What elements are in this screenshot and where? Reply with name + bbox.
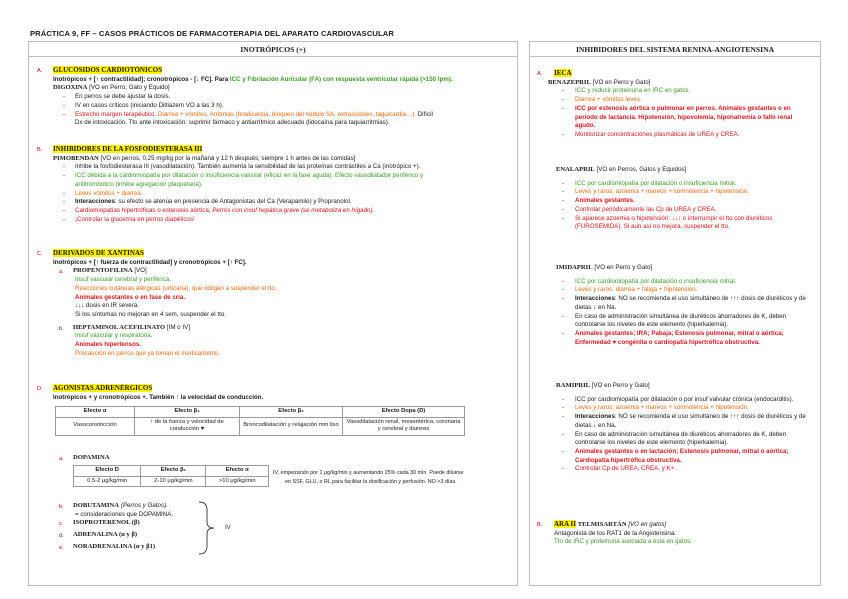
right-brace-icon <box>197 500 219 556</box>
table-header: Efecto β₁ <box>141 466 206 477</box>
bullet-text: En caso de administración simultánea de diuréticos ahorradores de K, deben controlarse los niveles de este elemento (hiperkalemia). <box>575 312 787 329</box>
section-title: INHIBIDORES DE LA FOSFODIESTERASA III <box>53 145 203 153</box>
table-header: Efecto α <box>206 466 269 477</box>
bullet-text: Dx de intoxicación. Tto ante intoxicación: suprimir fármaco y antiarrítmico adecuado (lidocaína para taquiarritmias). <box>75 119 390 127</box>
section-letter: B. <box>537 522 543 528</box>
table-header: Efecto D <box>74 466 141 477</box>
table-cell: 0,5-2 μg/kg/min <box>74 476 141 487</box>
bullet-text: ICC debida a la cardiomiopatía por dilatación o insuficiencia valvular (eficaz en la fase aguda). Efecto vasodilatador periférico y <box>75 172 424 180</box>
bullet: - <box>562 330 564 337</box>
intro-text: Inotrópicos + [↑ fuerza de contractilidad] y cronotrópicos + [↑ FC]. <box>53 258 247 266</box>
bullet: - <box>63 207 65 214</box>
bullet: - <box>562 189 564 196</box>
subsection-letter: d. <box>59 533 64 540</box>
bullet: - <box>63 190 65 197</box>
drug-name: ADRENALINA (α y β) <box>73 531 138 539</box>
table-cell: ↑ de la fuerza y velocidad de conducción ♥ <box>135 417 240 435</box>
drug-name: DOBUTAMINA <box>73 502 120 509</box>
bullet-text: Cardiomiopatías hipertróficas o estenosis aórtica; <box>75 206 213 214</box>
dopamina-block <box>29 454 517 463</box>
drug-note: [VO en Perro y Gato] <box>590 382 650 389</box>
table-header-row <box>56 407 465 418</box>
section-letter: A. <box>37 68 43 74</box>
table-cell: Broncodilatación y relajación mm liso <box>240 417 343 435</box>
drug-name: RAMIPRIL <box>556 382 591 389</box>
section-title: DERIVADOS DE XANTINAS <box>53 249 144 257</box>
subsection-letter: a. <box>59 456 64 462</box>
table-cell: Vasoconstricción <box>56 417 135 435</box>
bullet: - <box>562 313 564 320</box>
catecholamines-list <box>29 502 517 552</box>
drug-name: ISOPROTERENOL (β) <box>73 519 140 527</box>
bullet: - <box>562 414 564 421</box>
bullet-text: : su efecto se atenúa en presencia de Antagonistas del Ca (Verapamilo) y Propranolol. <box>114 198 352 206</box>
bullet: - <box>63 164 65 171</box>
brace-label: IV <box>225 525 231 531</box>
table-cell: >10 μg/kg/min <box>206 476 269 487</box>
dopamina-note <box>273 469 464 487</box>
ras-heading: INHIBIDORES DEL SISTEMA RENINA-ANGIOTENSINA <box>530 42 820 57</box>
section-letter: C. <box>37 251 43 257</box>
bullet-text: : NO se recomienda el uso simultáneo de ↑↑↑ dosis de diuréticos y de dietas ↓ en Na. <box>575 295 806 311</box>
bullet-text: : NO se recomienda el uso simultáneo de ↑↑↑ dosis de diuréticos y de dietas ↓ en Na. <box>575 413 806 429</box>
inotropicos-panel <box>28 41 518 586</box>
bullet: - <box>562 105 564 112</box>
ara-ii-section <box>530 520 820 547</box>
bullet-text: En perros se debe ajustar la dosis. <box>75 93 171 101</box>
section-letter: D. <box>37 386 43 392</box>
bullet-text: Diarrea + vómitos. Arritmias (bradicardia, bloqueo del nódulo SA, extrasístoles, taquicardia…). <box>157 110 418 118</box>
drug-note: [VO] <box>132 267 147 275</box>
bullet: - <box>63 199 65 206</box>
bullet-text: Perros con insuf hepática grave (se metaboliza en hígado). <box>212 206 375 214</box>
drug-name: NORADRENALINA (α y β1) <box>73 542 156 550</box>
drug-note: [VO en Perro, Gato y Équido] <box>87 84 170 92</box>
bullet: - <box>63 111 65 118</box>
bullet-text: Leves y raros: diarrea + fatiga + hipotensión. <box>575 286 698 294</box>
section-title: GLUCÓSIDOS CARDIOTÓNICOS <box>53 66 163 74</box>
drug-note: [VO en Perro y Gato] <box>590 78 651 86</box>
bullet-text: antitrombótico (inhibe agregación plaquetaria). <box>75 180 203 188</box>
bullet-text: Animales gestantes o en lactación; Estenosis pulmonar, mitral o aórtica; Cardiopatía hipertrófica obstructiva. <box>575 447 789 464</box>
table-header: Efecto α <box>56 407 135 418</box>
bullet: - <box>562 206 564 213</box>
table-row <box>56 417 465 435</box>
section-fosfodiesterasa <box>29 145 517 224</box>
bullet-text: Leves vómitos + diarrea. <box>75 189 143 197</box>
table-row <box>74 476 269 487</box>
drug-note: (Perros y Gatos). <box>119 502 168 509</box>
subsection-letter: b. <box>59 325 64 332</box>
drug-note: [VO en Perro y Gato] <box>592 264 653 271</box>
bullet-text: Animales gestantes. <box>575 197 635 205</box>
indication-text: ICC y Fibrilación Auricular (FA) con respuesta ventricular rápida (>150 lpm). <box>229 75 453 83</box>
adrenergic-effects-table <box>55 406 465 436</box>
bullet: - <box>63 216 65 223</box>
drug-name: HEPTAMINOL ACEFILINATO <box>73 323 166 331</box>
bullet-text: Interacciones <box>575 413 615 421</box>
drug-name: ENALAPRIL <box>556 166 595 173</box>
bullet: - <box>562 215 564 222</box>
bullet-text: En caso de administración simultánea de diuréticos ahorradores de K, deben controlarse los niveles de este elemento (hiperkalemia). <box>575 430 787 447</box>
enalapril-section <box>530 166 820 232</box>
drug-name: IMIDAPRIL <box>556 264 593 271</box>
section-glucosidos <box>29 66 517 128</box>
bullet: - <box>562 180 564 187</box>
bullet-text: Interacciones <box>575 295 615 303</box>
table-header: Efecto β₂ <box>240 407 343 418</box>
bullet-text: Animales hipertensos. <box>75 341 142 349</box>
section-adrenergicos <box>29 384 517 402</box>
bullet-text: Difícil <box>417 110 433 118</box>
bullet: - <box>562 131 564 138</box>
ieca-section <box>530 69 820 140</box>
bullet: - <box>562 198 564 205</box>
drug-name: TELMISARTÁN <box>577 521 627 528</box>
subsection-letter: e. <box>59 544 64 551</box>
bullet-text: ↓↓↓ dosis en IR severa. <box>75 302 139 310</box>
bullet: - <box>63 94 65 101</box>
section-letter: B. <box>37 147 43 153</box>
bullet: - <box>562 97 564 104</box>
bullet-text: Reacciones cutáneas alérgicas (urticaria), que obligan a suspender el tto. <box>75 284 277 292</box>
bullet: - <box>562 448 564 455</box>
drug-note: [VO en gatos] <box>626 521 667 528</box>
section-title: AGONISTAS ADRENÉRGICOS <box>53 384 153 392</box>
drug-note: [IM o IV] <box>165 323 190 331</box>
drug-name: PIMOBENDÁN <box>53 154 99 162</box>
bullet-text: ICC y reducir proteinuria en IRC en gatos. <box>575 87 691 95</box>
bullet-text: Monitorizar concentraciones plasmáticas de UREA y CREA. <box>575 130 740 138</box>
bullet: - <box>63 102 65 109</box>
section-letter: A. <box>537 71 543 77</box>
table-cell: Vasodilatación renal, mesentérica, coronaria y cerebral y diuresis <box>343 417 465 435</box>
imidapril-section <box>530 264 820 347</box>
bullet-text: Leves y raros: azoemia + mareos + somnolencia + hipotensión. <box>575 404 749 412</box>
bullet: - <box>562 278 564 285</box>
renina-angiotensina-panel <box>529 41 821 586</box>
intro-text: Inotrópicos + [↑ contractilidad]; cronotrópicos - [↓ FC]. Para <box>53 75 230 83</box>
inotropicos-heading: INOTRÓPICOS (+) <box>29 42 517 57</box>
bullet-text: ICC por cardiomiopatía por dilatación o por insuf valvular crónica (endocarditis). <box>575 395 794 403</box>
section-xantinas <box>29 249 517 358</box>
table-cell: 2-10 μg/kg/min <box>141 476 206 487</box>
bullet: - <box>562 88 564 95</box>
bullet-text: IV en casos críticos (iniciando Diltiazem VO a las 3 h). <box>75 101 224 109</box>
bullet: - <box>63 173 65 180</box>
bullet-text: Insuf vascular cerebral y periférica. <box>75 276 171 284</box>
section-title: IECA <box>554 69 572 77</box>
bullet-text: ICC por estenosis aórtica o pulmonar en perros. Animales gestantes o en período de lactancia. Hipotensión, hipovolemia, hiponatremia o fallo renal agudo. <box>575 104 793 130</box>
subsection-letter: b. <box>59 504 64 510</box>
bullet-text: Si aparece azoemia o hipotensión: ↓↓↓ o interrumpir el tto con diuréticos (FUROSEMIDA). Si aun así no mejora, suspender el tto. <box>575 214 773 231</box>
bullet-text: = consideraciones que DOPAMINA. <box>75 510 174 518</box>
intro-text: Inotrópicos + y cronotrópicos +. También ↑ la velocidad de conducción. <box>53 393 264 401</box>
bullet-text: Tto de IRC y proteinuria asociada a ésta en gatos. <box>554 538 692 546</box>
drug-name: BENAZEPRIL <box>548 78 591 86</box>
bullet: - <box>562 287 564 294</box>
bullet-text: Interacciones <box>75 198 115 206</box>
page-title: PRÁCTICA 9, FF – CASOS PRÁCTICOS DE FARMACOTERAPIA DEL APARATO CARDIOVASCULAR <box>30 29 394 38</box>
bullet: - <box>562 296 564 303</box>
drug-note: [VO en perros, 0,25 mg/kg por la mañana y 12 h después; siempre 1 h antes de las comidas] <box>98 154 356 162</box>
bullet-text: Estrecho margen terapéutico. <box>75 110 158 118</box>
drug-name: DOPAMINA <box>73 454 110 461</box>
dopamina-table <box>73 465 269 487</box>
drug-name: PROPENTOFILINA <box>73 267 133 275</box>
bullet-text: Inhibe la fosfodiesterasa III (vasodilatación). También aumenta la sensibilidad de las proteínas contráctiles a Ca (inotrópico +). <box>75 163 421 171</box>
note-line: en SSF, GLU, o RL para facilitar la dosificación y perfusión. NO >3 días. <box>285 479 457 485</box>
drug-note: [VO en Perros, Gatos y Équidos] <box>594 166 687 173</box>
bullet-text: Precaución en perros que ya toman el medicamento. <box>75 349 221 357</box>
table-header-row <box>74 466 269 477</box>
table-header: Efecto β₁ <box>135 407 240 418</box>
drug-name: DIGOXINA <box>53 84 88 92</box>
bullet: - <box>562 431 564 438</box>
ramipril-section <box>530 382 820 474</box>
note-line: IV, empezando por 1 μg/kg/min y aumentando 25% cada 30 min. Puede diluirse <box>273 470 464 476</box>
bullet: - <box>562 466 564 473</box>
section-title: ARA II <box>554 520 576 528</box>
bullet-text: ¡Controlar la glucemia en perros diabéticos! <box>75 215 195 223</box>
bullet: - <box>562 396 564 403</box>
bullet-text: Antagonista de los RAT1 de la Angiotensina. <box>554 529 676 537</box>
table-header: Efecto Dopa (D) <box>343 407 465 418</box>
subsection-letter: c. <box>59 521 64 528</box>
bullet-text: Animales gestantes; IRA; Pabaja; Estenosis pulmonar, mitral o aórtica; Enfermedad ♥ congénita o cardiopatía hipertrófica obstructiva. <box>575 329 784 346</box>
bullet-text: Insuf vascular y respiratoria. <box>75 332 153 340</box>
bullet: - <box>562 405 564 412</box>
bullet-text: Diarrea + vómitos leves. <box>575 96 642 104</box>
bullet-text: Controlar periódicamente las Cp de UREA y CREA. <box>575 205 717 213</box>
bullet-text: Leves y raros: azoemia + mareos + somnolencia + hipotensión. <box>575 188 749 196</box>
bullet-text: Controlar Cp de UREA, CREA, y K+. <box>575 465 676 473</box>
bullet-text: Animales gestantes o en fase de cría. <box>75 293 186 301</box>
bullet-text: ICC por cardiomiopatía por dilatación o insuficiencia mitral. <box>575 179 737 187</box>
bullet-text: Si los síntomas no mejoran en 4 sem, suspender el tto. <box>75 310 226 318</box>
subsection-letter: a. <box>59 269 64 276</box>
bullet-text: ICC por cardiomiopatía por dilatación o insuficiencia mitral. <box>575 277 737 285</box>
